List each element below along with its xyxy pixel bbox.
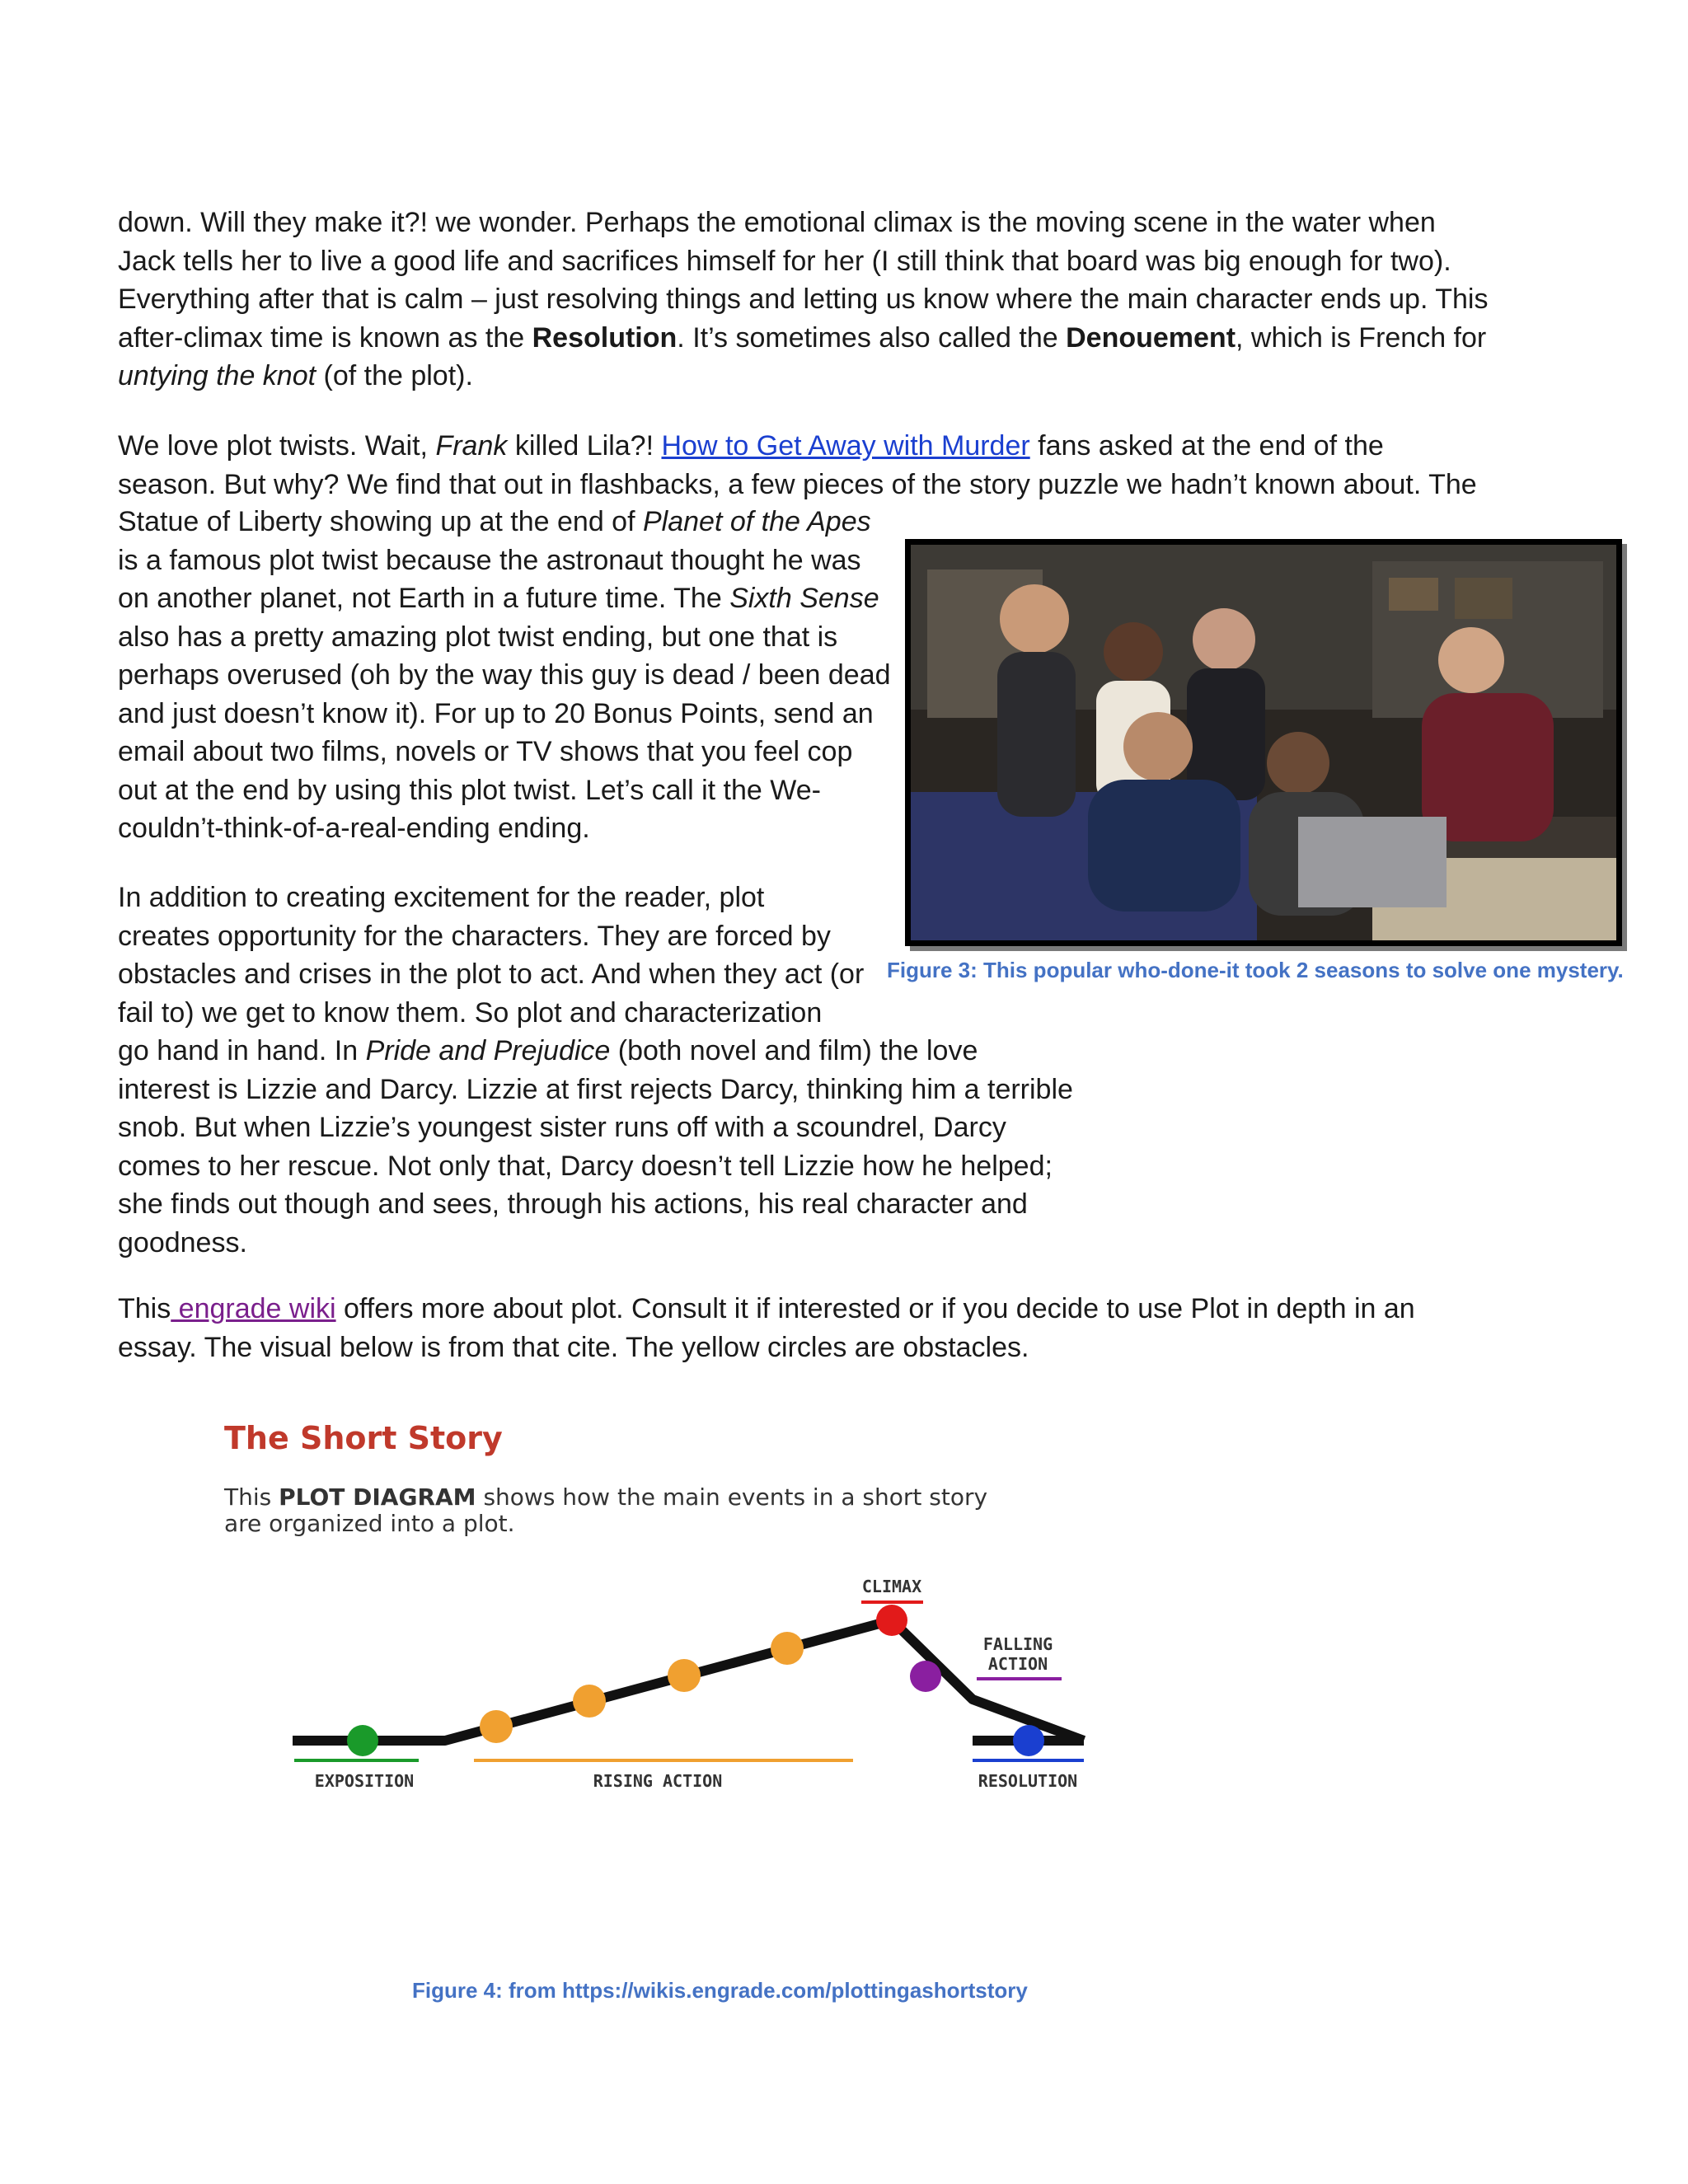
label-rising-action: RISING ACTION [593, 1771, 723, 1791]
label-resolution: RESOLUTION [978, 1771, 1078, 1791]
label-falling-2: ACTION [987, 1654, 1048, 1674]
text-line: season. But why? We find that out in flashbacks, a few pieces of the story puzzle we hadn’t known about. The [118, 468, 1477, 500]
paragraph-characterization [118, 879, 1090, 1262]
paragraph-plot-twists [118, 427, 1519, 504]
text-line: obstacles and crises in the plot to act. And when they act (or [118, 958, 865, 990]
label-exposition: EXPOSITION [314, 1771, 415, 1791]
obstacle-point [480, 1710, 513, 1743]
climax-point [876, 1605, 907, 1636]
diagram-intro-line-2: are organized into a plot. [224, 1510, 515, 1537]
text-line: go hand in hand. In Pride and Prejudice (both novel and film) the love [118, 1035, 978, 1066]
figure-3-caption: Figure 3: This popular who-done-it took 2 seasons to solve one mystery. [887, 958, 1624, 982]
label-climax: CLIMAX [861, 1577, 922, 1596]
figure-4-caption: Figure 4: from https://wikis.engrade.com/plottingashortstory [412, 1978, 1028, 2003]
diagram-intro-line-1: This PLOT DIAGRAM shows how the main events in a short story [224, 1483, 988, 1511]
text-line: In addition to creating excitement for the reader, plot [118, 882, 765, 913]
text-line: Jack tells her to live a good life and sacrifices himself for her (I still think that board was big enough for two). [118, 245, 1451, 277]
text-line: We love plot twists. Wait, Frank killed Lila?! How to Get Away with Murder fans asked at the end of the [118, 430, 1384, 462]
label-falling-1: FALLING [982, 1634, 1053, 1654]
plot-diagram [198, 1393, 1434, 1854]
term-denouement: Denouement [1066, 321, 1236, 354]
text-line: snob. But when Lizzie’s youngest sister runs off with a scoundrel, Darcy [118, 1112, 1006, 1143]
paragraph-titanic [118, 204, 1519, 396]
obstacle-point [573, 1685, 606, 1718]
diagram-title: The Short Story [224, 1420, 503, 1456]
text-line: goodness. [118, 1226, 247, 1258]
text-line: she finds out though and sees, through his actions, his real character and [118, 1188, 1028, 1220]
text-line: fail to) we get to know them. So plot and characterization [118, 996, 823, 1029]
obstacle-point [771, 1632, 804, 1665]
text-line: This engrade wiki offers more about plot. Consult it if interested or if you decide to use Plot in depth in an [118, 1293, 1415, 1324]
resolution-point [1013, 1725, 1044, 1756]
text-line: creates opportunity for the characters. They are forced by [118, 920, 831, 952]
paragraph-engrade [118, 1290, 1519, 1366]
text-line: after-climax time is known as the Resolution. It’s sometimes also called the Denouement, which is French for [118, 321, 1487, 354]
engrade-wiki-link[interactable]: engrade wiki [171, 1293, 336, 1324]
obstacle-point [668, 1659, 701, 1692]
text-line: comes to her rescue. Not only that, Darcy doesn’t tell Lizzie how he helped; [118, 1150, 1053, 1182]
paragraph-plot-twists-wrapped: Statue of Liberty showing up at the end of Planet of the Apes is a famous plot twist because the astronaut thought he was on another planet, not Earth in a future time. The Sixth Sense also has a pretty amazing plot twist ending, but one that is perhaps overused (oh by the way this guy is dead / been dead and just doesn’t know it). For up to 20 Bonus Points, send an email about two films, novels or TV shows that you feel cop out at the end by using this plot twist. Let’s call it the We-couldn’t-think-of-a-real-ending ending. [118, 506, 891, 844]
text-line: untying the knot (of the plot). [118, 360, 473, 391]
text-line: down. Will they make it?! we wonder. Perhaps the emotional climax is the moving scene in the water when [118, 207, 1436, 238]
text-line: essay. The visual below is from that cite. The yellow circles are obstacles. [118, 1331, 1029, 1363]
murder-link[interactable]: How to Get Away with Murder [661, 430, 1030, 462]
exposition-point [347, 1725, 378, 1756]
text-line: Everything after that is calm – just resolving things and letting us know where the main character ends up. This [118, 284, 1489, 315]
term-resolution: Resolution [532, 321, 678, 354]
text-line: interest is Lizzie and Darcy. Lizzie at first rejects Darcy, thinking him a terrible [118, 1073, 1073, 1105]
falling-action-point [910, 1661, 941, 1692]
